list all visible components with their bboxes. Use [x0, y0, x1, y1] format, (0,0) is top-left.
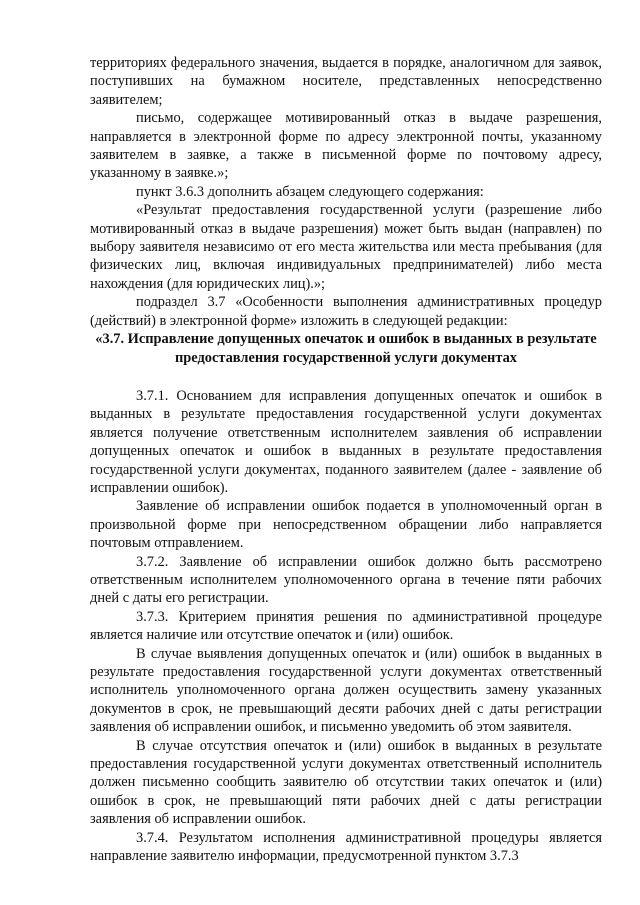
paragraph-body-6: В случае отсутствия опечаток и (или) ошибок в выданных в результате предоставления государственной услуги документах ответственный исполнитель должен письменно сообщить заявителю об отсутствии таких опечаток и (или) ошибок в срок, не превышающий пяти рабочих дней с даты регистрации заявления об исправлении ошибок.: [90, 737, 602, 828]
paragraph-body-2: Заявление об исправлении ошибок подается в уполномоченный орган в произвольной форме при непосредственном обращении либо направляется почтовым отправлением.: [90, 498, 602, 552]
paragraph-top-3: пункт 3.6.3 дополнить абзацем следующего содержания:: [136, 183, 484, 200]
paragraph-top-4: «Результат предоставления государственной услуги (разрешение либо мотивированный отказ в выдаче разрешения) может быть выдан (направлен) по выбору заявителя независимо от его места жительства или места пребывания (для физических лиц, включая индивидуальных предпринимателей) либо места нахождения (для юридических лиц).»;: [90, 202, 602, 292]
document-page: [90, 54, 602, 865]
paragraph-body-1: 3.7.1. Основанием для исправления допущенных опечаток и ошибок в выданных в результате предоставления государственной услуги документах является получение ответственным исполнителем заявления об исправлении допущенных опечаток и ошибок в выданных в результате предоставления государственной услуги документах, поданного заявителем (далее - заявление об исправлении ошибок).: [90, 387, 602, 496]
spacer: [90, 367, 602, 387]
paragraph-top-2: письмо, содержащее мотивированный отказ в выдаче разрешения, направляется в электронной форме по адресу электронной почты, указанному заявителем в заявке, а также в письменной форме по почтовому адресу, указанному в заявке.»;: [90, 110, 602, 182]
paragraph-top-1: территориях федерального значения, выдается в порядке, аналогичном для заявок, поступивших на бумажном носителе, представленных непосредственно заявителем;: [90, 55, 602, 108]
paragraph-top-5: подраздел 3.7 «Особенности выполнения административных процедур (действий) в электронной форме» изложить в следующей редакции:: [90, 294, 602, 329]
paragraph-body-3: 3.7.2. Заявление об исправлении ошибок должно быть рассмотрено ответственным исполнителем уполномоченного органа в течение пяти рабочих дней с даты его регистрации.: [90, 553, 602, 607]
section-heading: «3.7. Исправление допущенных опечаток и ошибок в выданных в результате предоставления государственной услуги документах: [95, 331, 597, 366]
paragraph-body-5: В случае выявления допущенных опечаток и (или) ошибок в выданных в результате предоставления государственной услуги документах ответственный исполнитель уполномоченного органа должен осуществить замену указанных документов в срок, не превышающий десяти рабочих дней с даты регистрации заявления об исправлении ошибок, и письменно уведомить об этом заявителя.: [90, 645, 602, 736]
paragraph-body-7: 3.7.4. Результатом исполнения административной процедуры является направление заявителю информации, предусмотренной пунктом 3.7.3: [90, 829, 602, 865]
paragraph-body-4: 3.7.3. Критерием принятия решения по административной процедуре является наличие или отсутствие опечаток и (или) ошибок.: [90, 608, 602, 644]
